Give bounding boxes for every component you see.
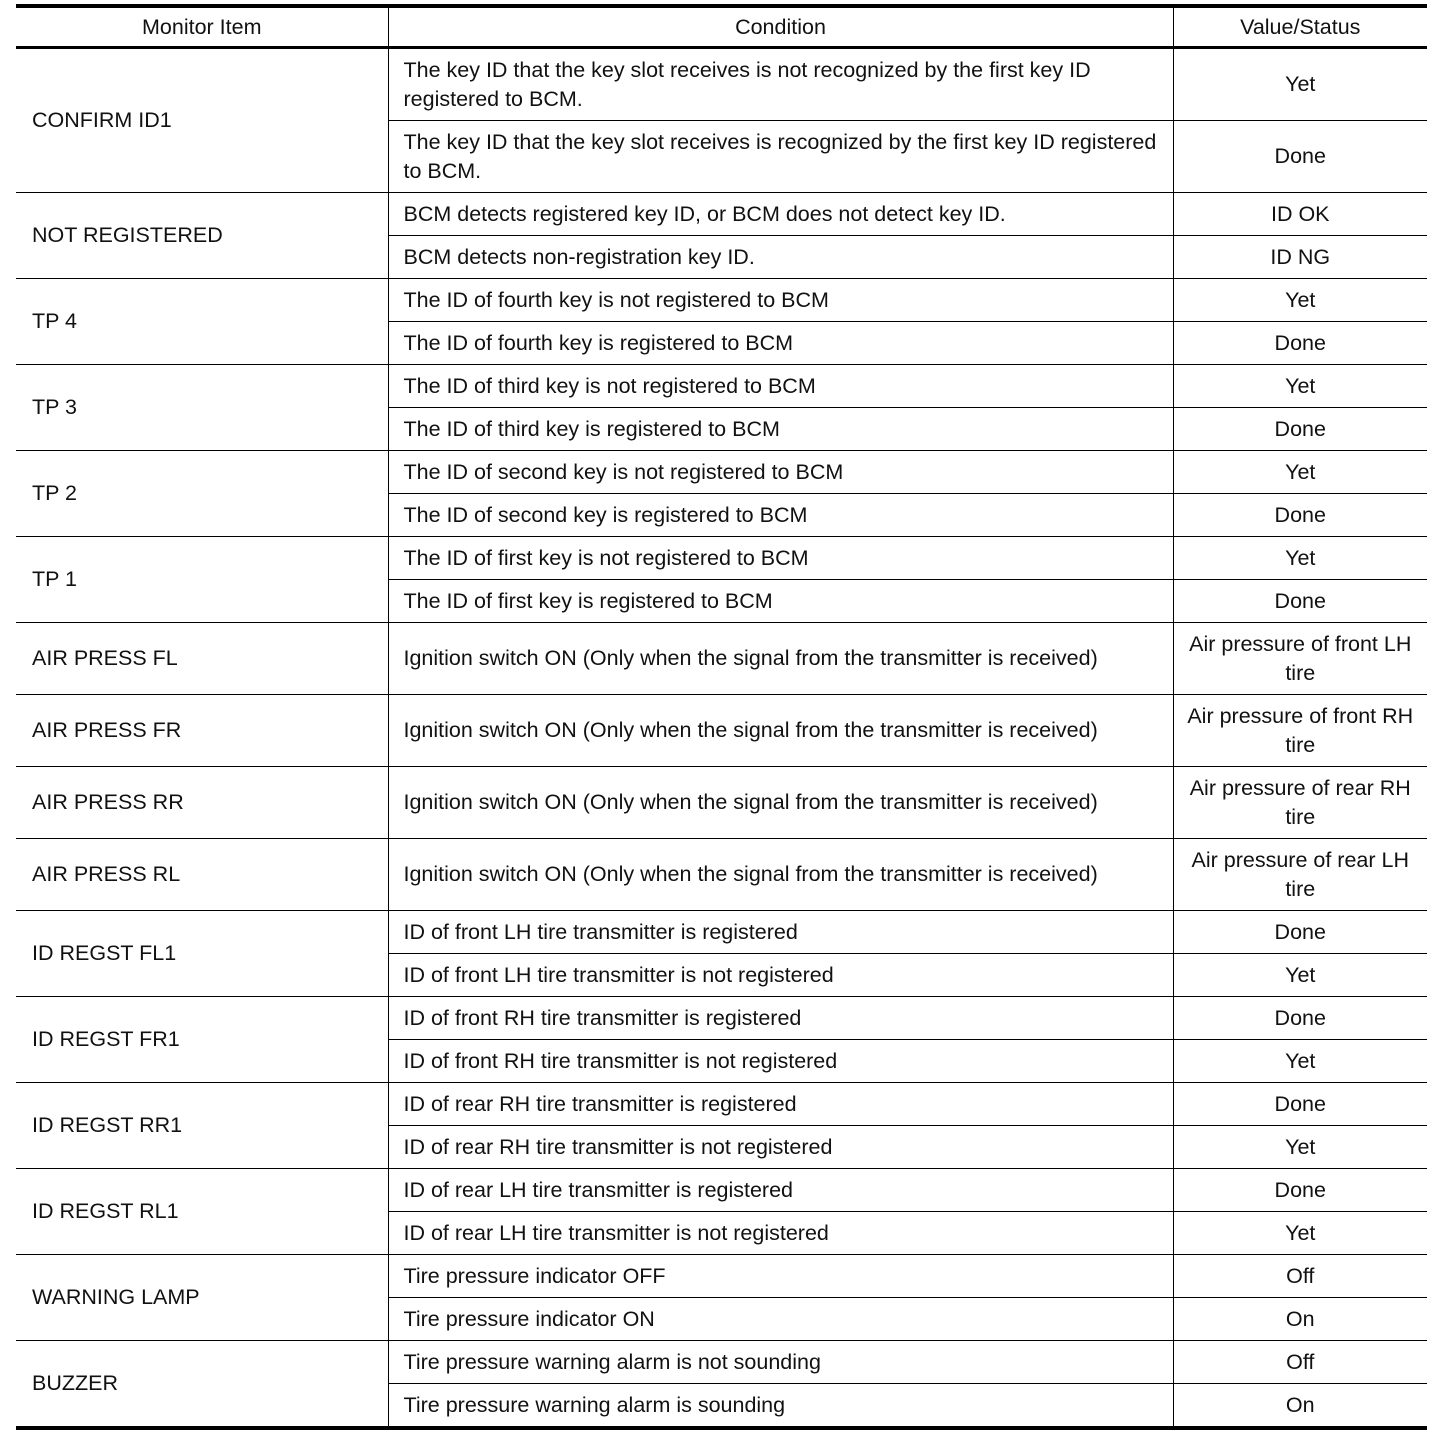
condition-cell: ID of rear RH tire transmitter is not registered — [388, 1126, 1173, 1169]
value-status-cell: Off — [1173, 1341, 1427, 1384]
monitor-item-cell: CONFIRM ID1 — [16, 48, 388, 193]
table-row — [16, 1255, 1427, 1298]
condition-cell: Tire pressure warning alarm is sounding — [388, 1384, 1173, 1429]
value-status-cell: Yet — [1173, 48, 1427, 121]
table-header-row — [16, 6, 1427, 48]
table-row — [16, 537, 1427, 580]
condition-cell: The ID of first key is not registered to BCM — [388, 537, 1173, 580]
value-status-cell: Air pressure of front RH tire — [1173, 695, 1427, 767]
value-status-cell: ID OK — [1173, 193, 1427, 236]
condition-cell: ID of front LH tire transmitter is registered — [388, 911, 1173, 954]
condition-cell: ID of rear LH tire transmitter is registered — [388, 1169, 1173, 1212]
table-row — [16, 365, 1427, 408]
condition-cell: ID of front RH tire transmitter is not registered — [388, 1040, 1173, 1083]
monitor-item-cell: TP 1 — [16, 537, 388, 623]
value-status-cell: Done — [1173, 322, 1427, 365]
table-row — [16, 767, 1427, 839]
value-status-cell: Done — [1173, 408, 1427, 451]
monitor-item-cell: BUZZER — [16, 1341, 388, 1429]
table-row — [16, 623, 1427, 695]
monitor-item-cell: NOT REGISTERED — [16, 193, 388, 279]
monitor-item-cell: ID REGST RR1 — [16, 1083, 388, 1169]
condition-cell: The ID of third key is not registered to BCM — [388, 365, 1173, 408]
condition-cell: The ID of second key is not registered to BCM — [388, 451, 1173, 494]
condition-cell: The key ID that the key slot receives is recognized by the first key ID registered to BCM. — [388, 121, 1173, 193]
value-status-cell: Yet — [1173, 1040, 1427, 1083]
table-row — [16, 1083, 1427, 1126]
condition-cell: BCM detects registered key ID, or BCM does not detect key ID. — [388, 193, 1173, 236]
monitor-item-cell: TP 4 — [16, 279, 388, 365]
table-row — [16, 1341, 1427, 1384]
table-row — [16, 48, 1427, 121]
condition-cell: ID of rear RH tire transmitter is registered — [388, 1083, 1173, 1126]
condition-cell: The ID of fourth key is registered to BCM — [388, 322, 1173, 365]
header-value-status: Value/Status — [1173, 6, 1427, 48]
table-row — [16, 279, 1427, 322]
condition-cell: Ignition switch ON (Only when the signal from the transmitter is received) — [388, 695, 1173, 767]
monitor-item-cell: ID REGST RL1 — [16, 1169, 388, 1255]
table-body — [16, 48, 1427, 1429]
value-status-cell: Air pressure of front LH tire — [1173, 623, 1427, 695]
monitor-item-cell: WARNING LAMP — [16, 1255, 388, 1341]
monitor-item-cell: AIR PRESS RR — [16, 767, 388, 839]
table-row — [16, 695, 1427, 767]
table-row — [16, 451, 1427, 494]
monitor-item-cell: AIR PRESS RL — [16, 839, 388, 911]
value-status-cell: Done — [1173, 1169, 1427, 1212]
table-row — [16, 997, 1427, 1040]
condition-cell: ID of front RH tire transmitter is registered — [388, 997, 1173, 1040]
condition-cell: Tire pressure indicator OFF — [388, 1255, 1173, 1298]
value-status-cell: Yet — [1173, 537, 1427, 580]
value-status-cell: Yet — [1173, 954, 1427, 997]
condition-cell: Ignition switch ON (Only when the signal from the transmitter is received) — [388, 767, 1173, 839]
condition-cell: Tire pressure indicator ON — [388, 1298, 1173, 1341]
value-status-cell: Done — [1173, 997, 1427, 1040]
condition-cell: Ignition switch ON (Only when the signal from the transmitter is received) — [388, 839, 1173, 911]
condition-cell: ID of rear LH tire transmitter is not registered — [388, 1212, 1173, 1255]
value-status-cell: On — [1173, 1384, 1427, 1429]
condition-cell: BCM detects non-registration key ID. — [388, 236, 1173, 279]
monitor-item-table — [16, 4, 1427, 1430]
value-status-cell: On — [1173, 1298, 1427, 1341]
table-row — [16, 839, 1427, 911]
value-status-cell: Yet — [1173, 1126, 1427, 1169]
table-row — [16, 911, 1427, 954]
header-monitor-item: Monitor Item — [16, 6, 388, 48]
condition-cell: ID of front LH tire transmitter is not registered — [388, 954, 1173, 997]
value-status-cell: Done — [1173, 1083, 1427, 1126]
monitor-item-cell: TP 2 — [16, 451, 388, 537]
value-status-cell: Yet — [1173, 279, 1427, 322]
condition-cell: The ID of first key is registered to BCM — [388, 580, 1173, 623]
condition-cell: The key ID that the key slot receives is not recognized by the first key ID registered to BCM. — [388, 48, 1173, 121]
table-row — [16, 1169, 1427, 1212]
value-status-cell: Done — [1173, 911, 1427, 954]
header-condition: Condition — [388, 6, 1173, 48]
value-status-cell: ID NG — [1173, 236, 1427, 279]
value-status-cell: Done — [1173, 494, 1427, 537]
value-status-cell: Done — [1173, 580, 1427, 623]
condition-cell: Tire pressure warning alarm is not sounding — [388, 1341, 1173, 1384]
value-status-cell: Yet — [1173, 1212, 1427, 1255]
value-status-cell: Done — [1173, 121, 1427, 193]
monitor-item-cell: AIR PRESS FR — [16, 695, 388, 767]
monitor-item-cell: ID REGST FR1 — [16, 997, 388, 1083]
condition-cell: The ID of second key is registered to BCM — [388, 494, 1173, 537]
monitor-item-cell: ID REGST FL1 — [16, 911, 388, 997]
condition-cell: The ID of third key is registered to BCM — [388, 408, 1173, 451]
monitor-item-cell: AIR PRESS FL — [16, 623, 388, 695]
condition-cell: Ignition switch ON (Only when the signal from the transmitter is received) — [388, 623, 1173, 695]
value-status-cell: Air pressure of rear RH tire — [1173, 767, 1427, 839]
value-status-cell: Yet — [1173, 365, 1427, 408]
monitor-item-cell: TP 3 — [16, 365, 388, 451]
value-status-cell: Yet — [1173, 451, 1427, 494]
condition-cell: The ID of fourth key is not registered to BCM — [388, 279, 1173, 322]
value-status-cell: Off — [1173, 1255, 1427, 1298]
value-status-cell: Air pressure of rear LH tire — [1173, 839, 1427, 911]
table-row — [16, 193, 1427, 236]
